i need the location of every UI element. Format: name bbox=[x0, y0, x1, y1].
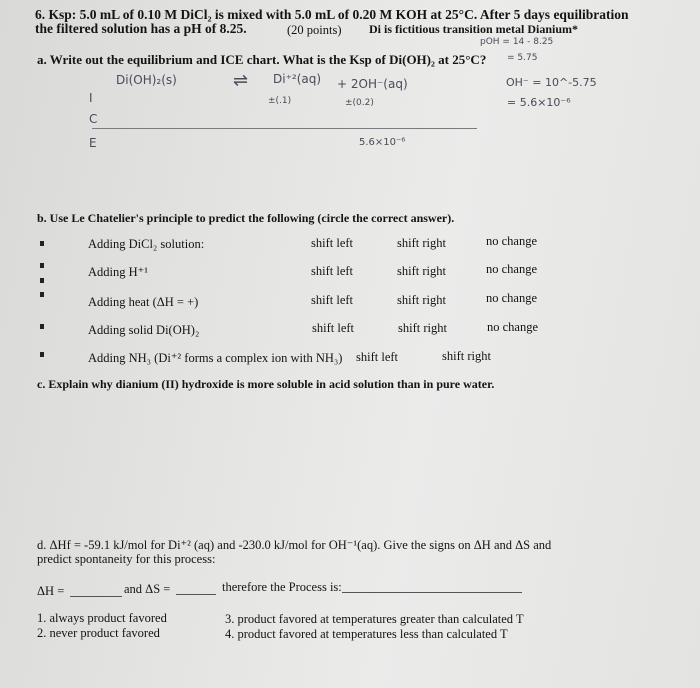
ice-divider-line bbox=[92, 128, 477, 129]
row-3-no-change[interactable]: no change bbox=[486, 291, 538, 305]
row-1-shift-right[interactable]: shift right bbox=[397, 236, 446, 250]
row-4-no-change[interactable]: no change bbox=[487, 320, 539, 334]
question-6-line1: 6. Ksp: 5.0 mL of 0.10 M DiCl₂ is mixed with 5.0 mL of 0.20 M KOH at 25°C. After 5 days equilibration bbox=[35, 7, 629, 22]
handwritten-poh-value: = 5.75 bbox=[507, 53, 538, 63]
bullet-5 bbox=[40, 352, 44, 357]
handwritten-ksp-answer: 5.6×10⁻⁶ bbox=[359, 137, 406, 148]
process-blank[interactable] bbox=[342, 592, 522, 593]
option-4: 4. product favored at temperatures less than calculated T bbox=[225, 627, 508, 641]
part-b-prompt: b. Use Le Chatelier's principle to predict the following (circle the correct answer). bbox=[37, 211, 455, 225]
ice-row-c: C bbox=[89, 112, 98, 126]
row-2-shift-left[interactable]: shift left bbox=[311, 264, 354, 278]
handwritten-poh: pOH = 14 - 8.25 bbox=[480, 37, 554, 47]
part-b-row-1-label: Adding DiCl₂ solution: bbox=[88, 237, 205, 251]
equilibrium-arrow: ⇌ bbox=[233, 70, 249, 91]
bullet-2b bbox=[40, 278, 44, 283]
ice-row-e: E bbox=[89, 136, 97, 150]
handwritten-initial-di: ±(.1) bbox=[268, 96, 292, 106]
row-4-shift-left[interactable]: shift left bbox=[312, 321, 355, 335]
option-1: 1. always product favored bbox=[37, 611, 167, 625]
row-1-no-change[interactable]: no change bbox=[486, 234, 538, 248]
part-b-row-4-label: Adding solid Di(OH)₂ bbox=[88, 323, 200, 337]
part-b-row-3-label: Adding heat (ΔH = +) bbox=[88, 295, 199, 309]
row-5-shift-right[interactable]: shift right bbox=[442, 349, 491, 363]
handwritten-oh-value: = 5.6×10⁻⁶ bbox=[507, 96, 571, 109]
row-1-shift-left[interactable]: shift left bbox=[311, 236, 354, 250]
row-3-shift-right[interactable]: shift right bbox=[397, 293, 446, 307]
handwritten-product-di: Di⁺²(aq) bbox=[273, 72, 322, 86]
row-2-no-change[interactable]: no change bbox=[486, 262, 538, 276]
part-b-row-5-label: Adding NH₃ (Di⁺² forms a complex ion with NH₃) bbox=[88, 351, 343, 365]
part-d-line1: d. ΔHf = -59.1 kJ/mol for Di⁺² (aq) and -230.0 kJ/mol for OH⁻¹(aq). Give the signs on ΔH and ΔS and bbox=[37, 538, 552, 552]
ice-row-i: I bbox=[89, 91, 93, 105]
handwritten-product-oh: + 2OH⁻(aq) bbox=[337, 77, 408, 91]
handwritten-reactant: Di(OH)₂(s) bbox=[116, 73, 177, 87]
bullet-3 bbox=[40, 292, 44, 297]
points-label: (20 points) bbox=[287, 23, 342, 37]
row-4-shift-right[interactable]: shift right bbox=[398, 321, 447, 335]
delta-h-label: ΔH = bbox=[37, 584, 65, 598]
part-b-row-2-label: Adding H⁺¹ bbox=[88, 265, 148, 279]
delta-s-label: and ΔS = bbox=[124, 582, 171, 596]
bullet-1 bbox=[40, 241, 44, 246]
question-6-line2: the filtered solution has a pH of 8.25. bbox=[35, 21, 247, 36]
bullet-4 bbox=[40, 324, 44, 329]
row-2-shift-right[interactable]: shift right bbox=[397, 264, 446, 278]
delta-h-blank[interactable] bbox=[70, 596, 122, 597]
delta-s-blank[interactable] bbox=[176, 594, 216, 595]
therefore-label: therefore the Process is: bbox=[222, 580, 342, 594]
part-a-prompt: a. Write out the equilibrium and ICE chart. What is the Ksp of Di(OH)₂ at 25°C? bbox=[37, 52, 487, 67]
bullet-2 bbox=[40, 263, 44, 268]
row-3-shift-left[interactable]: shift left bbox=[311, 293, 354, 307]
option-3: 3. product favored at temperatures greater than calculated T bbox=[225, 612, 524, 626]
dianium-note: Di is fictitious transition metal Dianium* bbox=[369, 22, 578, 36]
part-c-prompt: c. Explain why dianium (II) hydroxide is more soluble in acid solution than in pure water. bbox=[37, 377, 495, 391]
part-d-line2: predict spontaneity for this process: bbox=[37, 552, 216, 566]
row-5-shift-left[interactable]: shift left bbox=[356, 350, 399, 364]
handwritten-initial-oh: ±(0.2) bbox=[345, 98, 374, 108]
handwritten-oh-expression: OH⁻ = 10^-5.75 bbox=[506, 76, 597, 89]
option-2: 2. never product favored bbox=[37, 626, 160, 640]
